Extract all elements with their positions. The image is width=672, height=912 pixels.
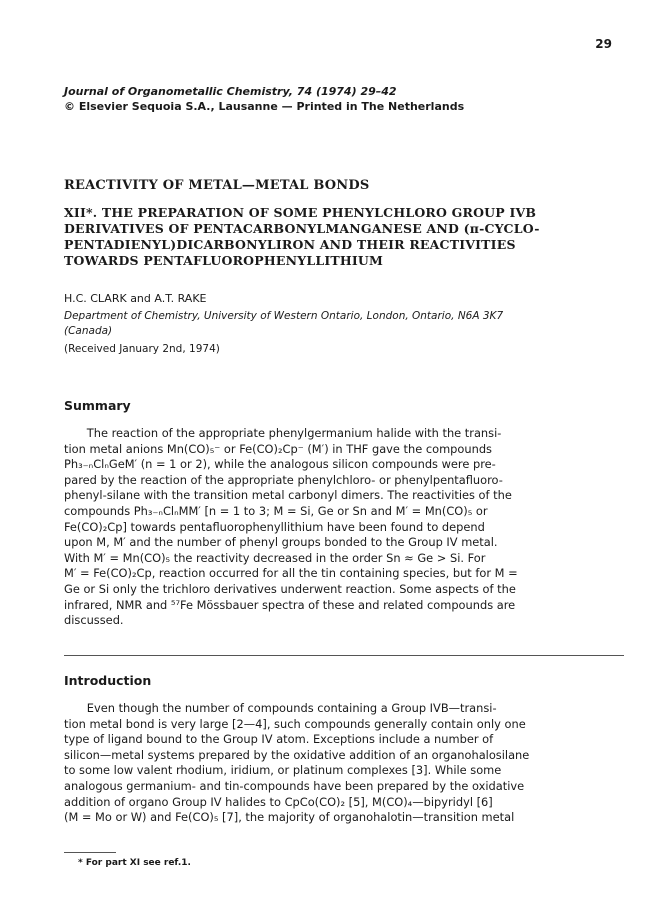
text-line: upon M, M′ and the number of phenyl groups bonded to the Group IV metal.	[64, 535, 498, 550]
text-line: discussed.	[64, 613, 124, 628]
received-date: (Received January 2nd, 1974)	[64, 343, 220, 355]
text-line: to some low valent rhodium, iridium, or platinum complexes [3]. While some	[64, 763, 502, 778]
text-line: phenyl-silane with the transition metal carbonyl dimers. The reactivities of the	[64, 488, 512, 503]
text-line: addition of organo Group IV halides to CpCo(CO)₂ [5], M(CO)₄—bipyridyl [6]	[64, 794, 493, 809]
introduction-paragraph	[64, 701, 529, 826]
text-line: tion metal bond is very large [2—4], such compounds generally contain only one	[64, 716, 526, 731]
text-line: Ph₃₋ₙClₙGeM′ (n = 1 or 2), while the analogous silicon compounds were pre-	[64, 457, 496, 472]
summary-heading: Summary	[64, 398, 131, 413]
publisher-line: © Elsevier Sequoia S.A., Lausanne — Printed in The Netherlands	[64, 100, 465, 113]
affiliation-line: (Canada)	[64, 325, 113, 337]
text-line: Ge or Si only the trichloro derivatives underwent reaction. Some aspects of the	[64, 581, 516, 596]
text-line: M′ = Fe(CO)₂Cp, reaction occurred for all the tin containing species, but for M =	[64, 566, 518, 581]
text-line: compounds Ph₃₋ₙClₙMM′ [n = 1 to 3; M = Si, Ge or Sn and M′ = Mn(CO)₅ or	[64, 503, 488, 518]
introduction-heading: Introduction	[64, 673, 152, 688]
series-title: REACTIVITY OF METAL—METAL BONDS	[64, 178, 370, 193]
footnote: * For part XI see ref.1.	[78, 858, 191, 868]
journal-citation: Journal of Organometallic Chemistry, 74 (1974) 29–42	[64, 85, 397, 98]
title-line: TOWARDS PENTAFLUOROPHENYLLITHIUM	[64, 253, 384, 268]
page-number: 29	[595, 37, 612, 51]
affiliation	[64, 309, 634, 339]
footnote-divider	[64, 852, 116, 853]
title-line: PENTADIENYL)DICARBONYLIRON AND THEIR REACTIVITIES	[64, 237, 516, 252]
text-line: Even though the number of compounds containing a Group IVB—transi-	[64, 701, 497, 715]
journal-header	[64, 84, 624, 114]
text-line: The reaction of the appropriate phenylgermanium halide with the transi-	[64, 426, 502, 440]
text-line: infrared, NMR and ⁵⁷Fe Mössbauer spectra of these and related compounds are	[64, 597, 516, 612]
text-line: (M = Mo or W) and Fe(CO)₅ [7], the majority of organohalotin—transition metal	[64, 810, 515, 825]
text-line: analogous germanium- and tin-compounds have been prepared by the oxidative	[64, 778, 525, 793]
summary-paragraph	[64, 426, 518, 629]
text-line: tion metal anions Mn(CO)₅⁻ or Fe(CO)₂Cp⁻ (M′) in THF gave the compounds	[64, 441, 492, 456]
article-title	[64, 205, 624, 269]
text-line: Fe(CO)₂Cp] towards pentafluorophenyllithium have been found to depend	[64, 519, 485, 534]
title-line: DERIVATIVES OF PENTACARBONYLMANGANESE AND (π-CYCLO-	[64, 221, 540, 236]
authors: H.C. CLARK and A.T. RAKE	[64, 292, 207, 305]
section-divider	[64, 655, 624, 656]
text-line: silicon—metal systems prepared by the oxidative addition of an organohalosilane	[64, 747, 530, 762]
text-line: pared by the reaction of the appropriate phenylchloro- or phenylpentafluoro-	[64, 472, 503, 487]
text-line: type of ligand bound to the Group IV atom. Exceptions include a number of	[64, 732, 494, 747]
affiliation-line: Department of Chemistry, University of Western Ontario, London, Ontario, N6A 3K7	[64, 310, 504, 322]
text-line: With M′ = Mn(CO)₅ the reactivity decreased in the order Sn ≈ Ge > Si. For	[64, 550, 486, 565]
title-line: XII*. THE PREPARATION OF SOME PHENYLCHLORO GROUP IVB	[64, 205, 537, 220]
